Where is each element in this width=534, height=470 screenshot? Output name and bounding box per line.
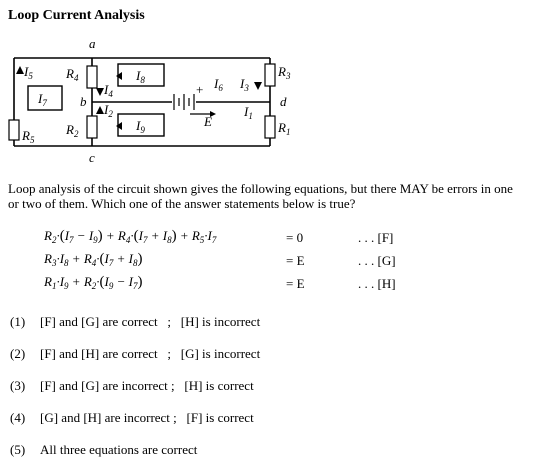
equation-tag: . . . [G] bbox=[358, 253, 396, 268]
equation-h bbox=[0, 274, 534, 296]
equation-lhs bbox=[44, 274, 142, 291]
equation-term: I bbox=[138, 228, 143, 243]
resistor-label-r1: $R_1$ bbox=[278, 120, 291, 137]
current-label-i6: $I_6$ bbox=[214, 76, 223, 93]
answer-option-3[interactable] bbox=[10, 378, 254, 394]
equation-term: · bbox=[96, 274, 100, 289]
equation-term: R bbox=[44, 228, 52, 243]
equation-subscript: 2 bbox=[51, 235, 57, 245]
equation-paren: ) bbox=[137, 274, 143, 290]
equation-subscript: 4 bbox=[125, 235, 131, 245]
equation-subscript: 7 bbox=[211, 235, 217, 245]
equation-term: + R bbox=[176, 228, 200, 243]
equation-term: R bbox=[44, 251, 52, 266]
answer-option-5[interactable] bbox=[10, 442, 197, 458]
equation-subscript: 8 bbox=[64, 258, 69, 268]
equation-term: ·I bbox=[56, 251, 65, 266]
equation-subscript: 9 bbox=[93, 235, 98, 245]
current-label-i3: $I_3$ bbox=[240, 76, 249, 93]
option-number: (1) bbox=[10, 314, 26, 329]
equation-rhs: = 0 bbox=[286, 230, 304, 245]
equation-subscript: 7 bbox=[132, 281, 138, 291]
option-text: [F] and [G] are incorrect ; [H] is correct bbox=[40, 378, 254, 393]
equation-paren: ) bbox=[97, 228, 103, 244]
option-text: [F] and [G] are correct ; [H] is incorrect bbox=[40, 314, 261, 329]
resistor-label-r3: $R_3$ bbox=[278, 64, 291, 81]
current-label-i5: $I_5$ bbox=[24, 64, 33, 81]
equation-term: · bbox=[56, 228, 60, 243]
answer-option-1[interactable] bbox=[10, 314, 260, 330]
page-title: Loop Current Analysis bbox=[8, 8, 145, 23]
equation-term: · bbox=[130, 228, 134, 243]
resistor-label-r5: $R_5$ bbox=[22, 128, 35, 145]
equation-term: R bbox=[44, 274, 52, 289]
equation-paren: ) bbox=[137, 251, 143, 267]
node-label-c: c bbox=[89, 150, 95, 165]
source-label-e: E bbox=[204, 114, 212, 129]
equation-subscript: 8 bbox=[132, 258, 138, 268]
option-number: (4) bbox=[10, 410, 26, 425]
circuit-diagram bbox=[0, 36, 534, 166]
source-polarity: + bbox=[196, 82, 204, 97]
equation-subscript: 5 bbox=[199, 235, 205, 245]
equation-subscript: 7 bbox=[108, 258, 114, 268]
equation-rhs: = E bbox=[286, 276, 305, 291]
equation-tag: . . . [H] bbox=[358, 276, 396, 291]
equation-subscript: 7 bbox=[142, 235, 148, 245]
equation-subscript: 9 bbox=[64, 281, 69, 291]
equation-term: − I bbox=[113, 274, 133, 289]
equation-paren: ) bbox=[171, 228, 177, 244]
node-label-a: a bbox=[89, 36, 96, 51]
resistor-label-r2: $R_2$ bbox=[66, 122, 79, 139]
equation-tag: . . . [F] bbox=[358, 230, 394, 245]
equation-paren: ( bbox=[99, 274, 105, 290]
equation-rhs: = E bbox=[286, 253, 305, 268]
equation-subscript: 2 bbox=[91, 281, 97, 291]
resistor-label-r4: $R_4$ bbox=[66, 66, 79, 83]
equation-term: I bbox=[104, 274, 109, 289]
current-label-i4: $I_4$ bbox=[104, 82, 113, 99]
equation-term: · bbox=[96, 251, 100, 266]
node-label-b: b bbox=[80, 94, 87, 109]
equation-subscript: 8 bbox=[167, 235, 172, 245]
option-number: (2) bbox=[10, 346, 26, 361]
answer-option-4[interactable] bbox=[10, 410, 254, 426]
option-number: (5) bbox=[10, 442, 26, 457]
equation-paren: ( bbox=[59, 228, 65, 244]
equation-f bbox=[0, 228, 534, 250]
equation-term: ·I bbox=[204, 228, 212, 243]
equation-term: − I bbox=[73, 228, 94, 243]
equation-subscript: 4 bbox=[91, 258, 97, 268]
answer-option-2[interactable] bbox=[10, 346, 260, 362]
equation-lhs bbox=[44, 251, 142, 268]
question-text: Loop analysis of the circuit shown gives the following equations, but there MAY be errors in one or two of them. Which one of the answer statements below is true? bbox=[8, 181, 513, 211]
equation-term: + R bbox=[68, 251, 92, 266]
current-label-i8: $I_8$ bbox=[136, 68, 145, 85]
current-label-i9: $I_9$ bbox=[136, 118, 145, 135]
equation-term: ·I bbox=[56, 274, 65, 289]
current-label-i7: $I_7$ bbox=[38, 91, 47, 108]
equation-lhs bbox=[44, 228, 216, 245]
option-number: (3) bbox=[10, 378, 26, 393]
equation-subscript: 9 bbox=[108, 281, 114, 291]
equation-term: + R bbox=[102, 228, 126, 243]
node-label-d: d bbox=[280, 94, 287, 109]
equation-subscript: 1 bbox=[51, 281, 57, 291]
option-text: [G] and [H] are incorrect ; [F] is correct bbox=[40, 410, 254, 425]
equation-term: + I bbox=[113, 251, 133, 266]
current-label-i2: $I_2$ bbox=[104, 102, 113, 119]
equation-paren: ( bbox=[99, 251, 105, 267]
equation-term: I bbox=[104, 251, 109, 266]
option-text: All three equations are correct bbox=[40, 442, 198, 457]
current-label-i1: $I_1$ bbox=[244, 104, 253, 121]
equation-term: + I bbox=[147, 228, 168, 243]
equation-subscript: 7 bbox=[69, 235, 74, 245]
equation-term: I bbox=[64, 228, 70, 243]
equation-g bbox=[0, 251, 534, 273]
equation-paren: ( bbox=[133, 228, 139, 244]
option-text: [F] and [H] are correct ; [G] is incorrect bbox=[40, 346, 261, 361]
equation-term: + R bbox=[68, 274, 92, 289]
equation-subscript: 3 bbox=[51, 258, 57, 268]
